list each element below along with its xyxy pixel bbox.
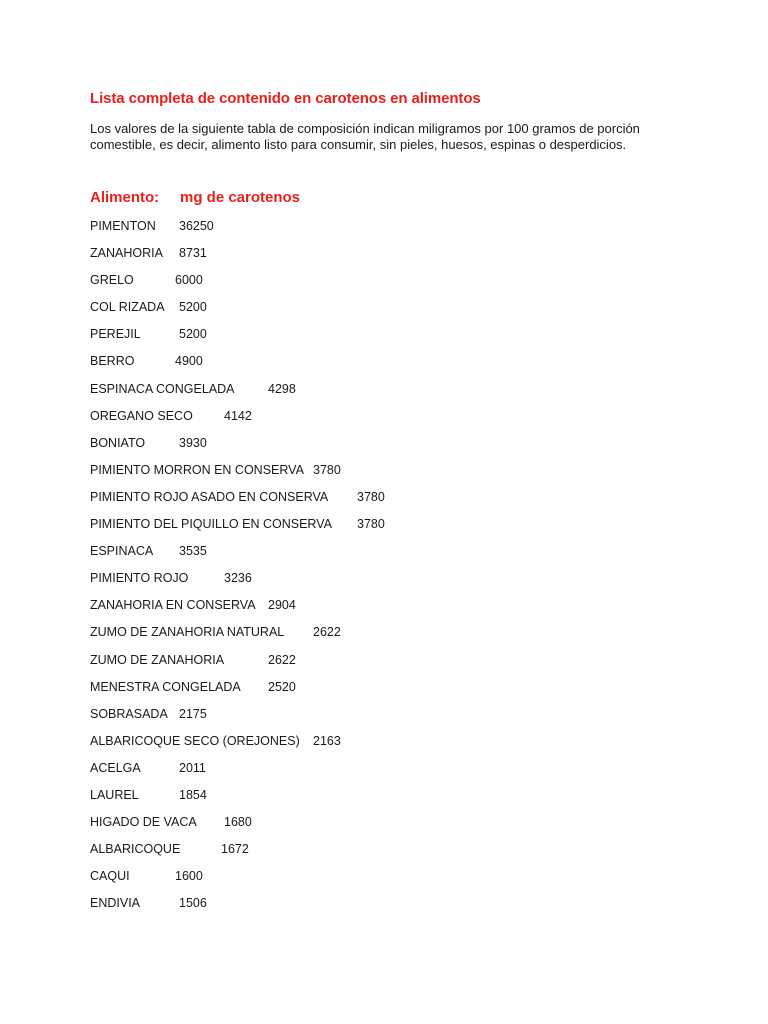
food-name: GRELO (90, 273, 134, 288)
carotene-value: 4298 (268, 381, 296, 396)
list-item (90, 814, 690, 841)
list-item (90, 489, 690, 516)
carotene-value: 2011 (179, 760, 206, 775)
food-name: ESPINACA (90, 544, 154, 559)
carotene-value: 2520 (268, 679, 296, 694)
food-name: ALBARICOQUE SECO (OREJONES) (90, 733, 300, 748)
carotene-value: 6000 (175, 273, 203, 288)
food-name: ACELGA (90, 760, 141, 775)
list-item (90, 381, 690, 408)
carotene-value: 2622 (268, 652, 296, 667)
food-name: BONIATO (90, 435, 146, 450)
list-item (90, 435, 690, 462)
carotene-value: 2163 (313, 733, 341, 748)
list-item (90, 787, 690, 814)
carotene-value: 2175 (179, 706, 207, 721)
food-name: ESPINACA CONGELADA (90, 381, 235, 396)
food-name: ZUMO DE ZANAHORIA (90, 652, 225, 667)
table-header (90, 189, 301, 206)
list-item (90, 597, 690, 624)
carotene-value: 3780 (357, 489, 385, 504)
list-item (90, 570, 690, 597)
list-item (90, 245, 690, 272)
food-list (90, 218, 690, 922)
food-name: PIMENTON (90, 219, 156, 233)
list-item (90, 733, 690, 760)
carotene-value: 5200 (179, 327, 207, 342)
list-item (90, 895, 690, 922)
food-name: PIMIENTO MORRON EN CONSERVA (90, 462, 304, 477)
list-item (90, 543, 690, 570)
list-item (90, 624, 690, 651)
food-name: COL RIZADA (90, 300, 165, 315)
carotene-value: 36250 (179, 219, 214, 233)
carotene-value: 2904 (268, 598, 296, 613)
carotene-value: 8731 (179, 246, 207, 261)
list-item (90, 652, 690, 679)
food-name: PIMIENTO ROJO ASADO EN CONSERVA (90, 489, 329, 504)
carotene-value: 4142 (224, 408, 252, 423)
food-name: ZANAHORIA (90, 246, 163, 261)
food-name: HIGADO DE VACA (90, 815, 197, 830)
carotene-value: 1680 (224, 815, 252, 830)
food-name: ALBARICOQUE (90, 842, 181, 857)
intro-line: Los valores de la siguiente tabla de composición indican miligramos por 100 gramos de porción (90, 121, 640, 136)
intro-paragraph (90, 121, 690, 153)
food-name: ZUMO DE ZANAHORIA NATURAL (90, 625, 285, 640)
carotene-value: 5200 (179, 300, 207, 315)
document-title: Lista completa de contenido en carotenos en alimentos (90, 90, 481, 107)
list-item (90, 299, 690, 326)
food-name: PIMIENTO ROJO (90, 571, 189, 586)
food-name: SOBRASADA (90, 706, 168, 721)
list-item (90, 760, 690, 787)
list-item (90, 679, 690, 706)
carotene-value: 3780 (357, 517, 385, 532)
carotene-value: 2622 (313, 625, 341, 640)
header-food: Alimento: (90, 189, 160, 206)
carotene-value: 3780 (313, 462, 341, 477)
intro-line: comestible, es decir, alimento listo para consumir, sin pieles, huesos, espinas o desperdicios. (90, 137, 627, 152)
carotene-value: 3535 (179, 544, 207, 559)
list-item (90, 326, 690, 353)
carotene-value: 4900 (175, 354, 203, 369)
carotene-value: 1854 (179, 787, 207, 802)
carotene-value: 1506 (179, 896, 207, 911)
food-name: MENESTRA CONGELADA (90, 679, 241, 694)
carotene-value: 3930 (179, 435, 207, 450)
list-item (90, 218, 690, 245)
food-name: CAQUI (90, 869, 130, 884)
header-value: mg de carotenos (180, 189, 301, 206)
carotene-value: 3236 (224, 571, 252, 586)
food-name: BERRO (90, 354, 135, 369)
list-item (90, 841, 690, 868)
list-item (90, 462, 690, 489)
list-item (90, 353, 690, 380)
carotene-value: 1600 (175, 869, 203, 884)
list-item (90, 868, 690, 895)
list-item (90, 408, 690, 435)
food-name: PEREJIL (90, 327, 141, 342)
list-item (90, 516, 690, 543)
food-name: PIMIENTO DEL PIQUILLO EN CONSERVA (90, 517, 332, 532)
food-name: LAUREL (90, 787, 139, 802)
list-item (90, 706, 690, 733)
list-item (90, 272, 690, 299)
carotene-value: 1672 (221, 842, 249, 857)
food-name: ENDIVIA (90, 896, 141, 911)
food-name: ZANAHORIA EN CONSERVA (90, 598, 256, 613)
food-name: OREGANO SECO (90, 408, 193, 423)
